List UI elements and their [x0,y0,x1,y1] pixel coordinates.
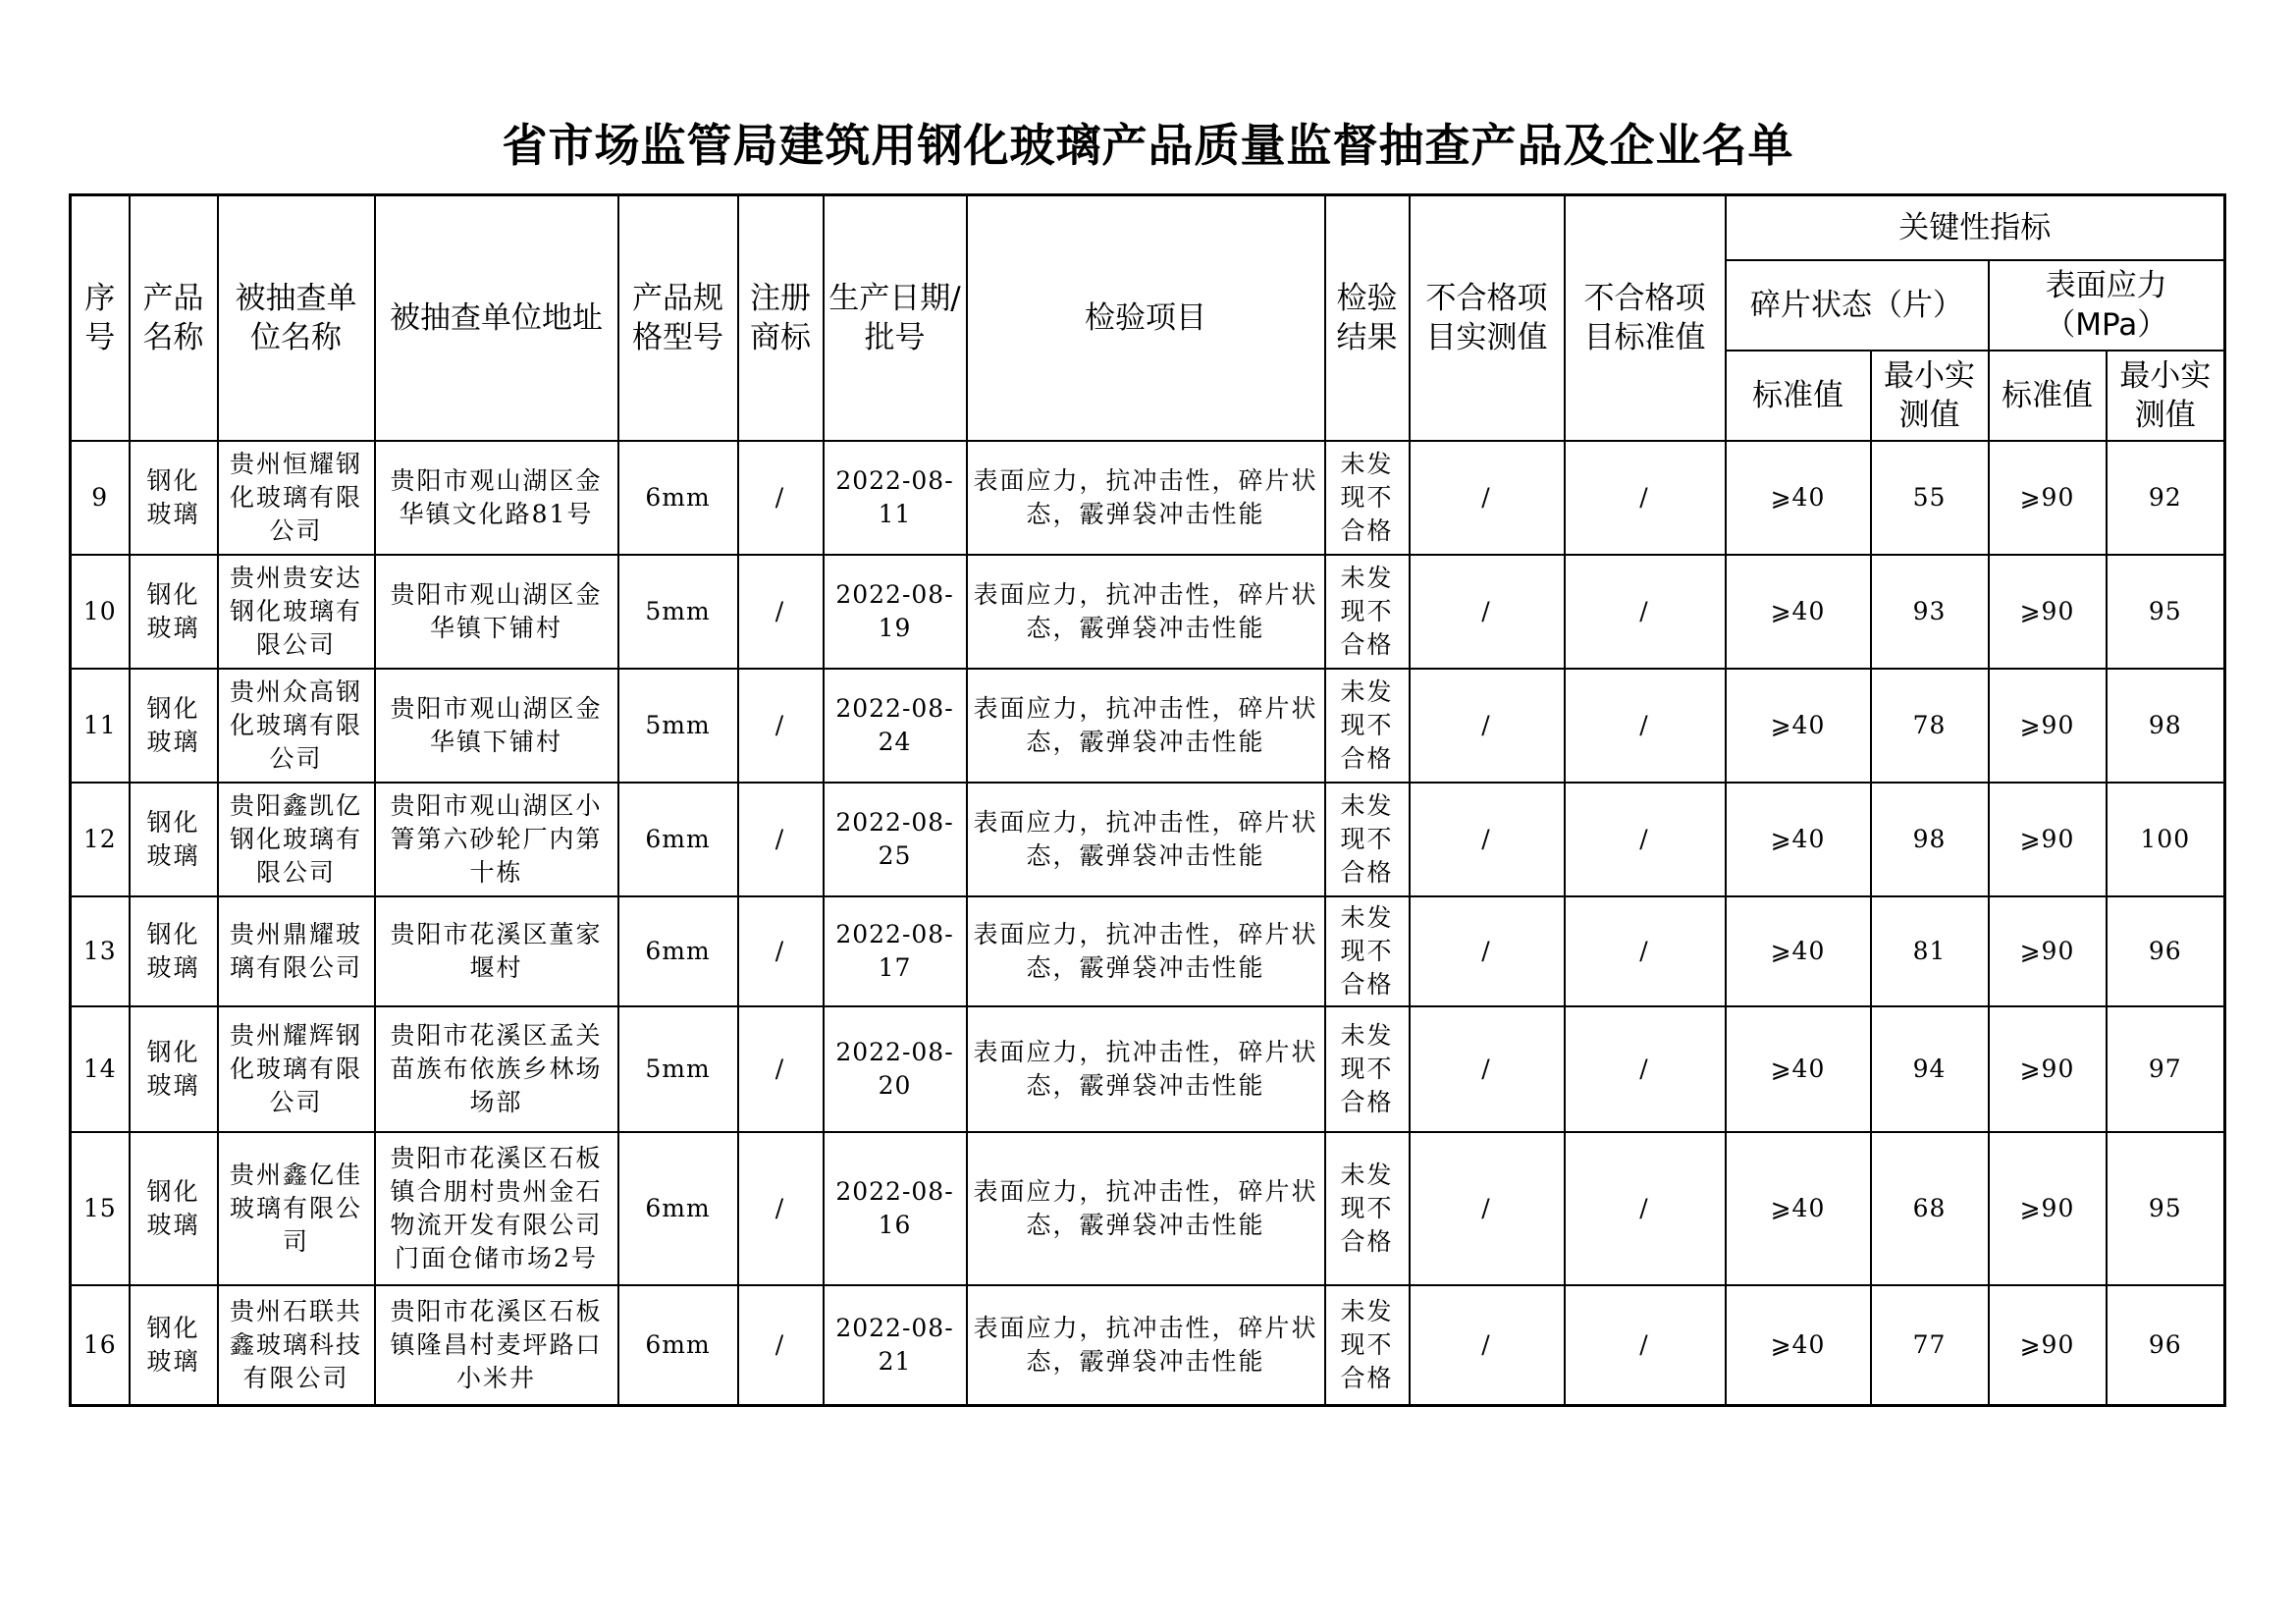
cell-seq: 9 [71,441,130,555]
header-company: 被抽查单位名称 [218,195,375,441]
cell-seq: 13 [71,896,130,1006]
header-stress-std: 标准值 [1989,351,2107,441]
cell-result: 未发现不合格 [1325,441,1410,555]
cell-items: 表面应力，抗冲击性，碎片状态，霰弹袋冲击性能 [967,896,1325,1006]
cell-date: 2022-08-17 [824,896,967,1006]
header-fragment-min: 最小实测值 [1871,351,1989,441]
cell-stress-min: 100 [2107,783,2225,896]
cell-result: 未发现不合格 [1325,1285,1410,1406]
cell-fail-standard: / [1565,783,1726,896]
cell-company: 贵州众高钢化玻璃有限公司 [218,669,375,783]
cell-spec: 6mm [618,783,738,896]
cell-fail-actual: / [1410,1006,1565,1132]
header-fail-actual: 不合格项目实测值 [1410,195,1565,441]
header-product: 产品名称 [130,195,218,441]
cell-spec: 5mm [618,1006,738,1132]
cell-spec: 5mm [618,555,738,669]
cell-fail-actual: / [1410,783,1565,896]
cell-date: 2022-08-25 [824,783,967,896]
cell-fragment-min: 77 [1871,1285,1989,1406]
cell-stress-min: 95 [2107,1132,2225,1285]
cell-fail-standard: / [1565,555,1726,669]
cell-address: 贵阳市观山湖区金华镇下铺村 [375,669,618,783]
cell-address: 贵阳市花溪区董家堰村 [375,896,618,1006]
cell-fail-actual: / [1410,896,1565,1006]
table-row [71,1006,2225,1132]
table-header [71,195,2225,441]
cell-fail-actual: / [1410,555,1565,669]
cell-items: 表面应力，抗冲击性，碎片状态，霰弹袋冲击性能 [967,669,1325,783]
cell-trademark: / [738,783,824,896]
header-fragment-std: 标准值 [1726,351,1871,441]
header-key-indicators: 关键性指标 [1726,195,2225,260]
cell-fail-standard: / [1565,1006,1726,1132]
cell-company: 贵州鑫亿佳玻璃有限公司 [218,1132,375,1285]
cell-result: 未发现不合格 [1325,896,1410,1006]
cell-result: 未发现不合格 [1325,1132,1410,1285]
cell-fragment-std: ⩾40 [1726,896,1871,1006]
cell-fail-actual: / [1410,669,1565,783]
cell-stress-min: 96 [2107,896,2225,1006]
cell-trademark: / [738,1006,824,1132]
cell-date: 2022-08-20 [824,1006,967,1132]
cell-stress-std: ⩾90 [1989,555,2107,669]
cell-trademark: / [738,441,824,555]
cell-product: 钢化玻璃 [130,1132,218,1285]
cell-stress-min: 98 [2107,669,2225,783]
cell-stress-min: 92 [2107,441,2225,555]
cell-spec: 6mm [618,1285,738,1406]
header-fragment: 碎片状态（片） [1726,260,1989,351]
cell-fragment-min: 68 [1871,1132,1989,1285]
cell-seq: 10 [71,555,130,669]
document-title: 省市场监管局建筑用钢化玻璃产品质量监督抽查产品及企业名单 [502,119,1794,172]
cell-fragment-min: 94 [1871,1006,1989,1132]
cell-trademark: / [738,896,824,1006]
cell-product: 钢化玻璃 [130,783,218,896]
cell-company: 贵州鼎耀玻璃有限公司 [218,896,375,1006]
header-date: 生产日期/批号 [824,195,967,441]
cell-company: 贵州耀辉钢化玻璃有限公司 [218,1006,375,1132]
cell-address: 贵阳市观山湖区金华镇下铺村 [375,555,618,669]
cell-stress-std: ⩾90 [1989,1132,2107,1285]
cell-fragment-std: ⩾40 [1726,783,1871,896]
table-row [71,555,2225,669]
cell-spec: 6mm [618,1132,738,1285]
cell-spec: 6mm [618,896,738,1006]
cell-stress-min: 97 [2107,1006,2225,1132]
cell-company: 贵州石联共鑫玻璃科技有限公司 [218,1285,375,1406]
cell-date: 2022-08-19 [824,555,967,669]
cell-fail-standard: / [1565,1285,1726,1406]
cell-fragment-min: 98 [1871,783,1989,896]
cell-product: 钢化玻璃 [130,441,218,555]
cell-fragment-std: ⩾40 [1726,441,1871,555]
cell-fragment-std: ⩾40 [1726,1006,1871,1132]
cell-fail-actual: / [1410,1285,1565,1406]
header-seq: 序号 [71,195,130,441]
cell-date: 2022-08-16 [824,1132,967,1285]
cell-fail-standard: / [1565,441,1726,555]
cell-trademark: / [738,669,824,783]
cell-fragment-std: ⩾40 [1726,1132,1871,1285]
cell-fail-standard: / [1565,1132,1726,1285]
cell-product: 钢化玻璃 [130,1006,218,1132]
table-row [71,896,2225,1006]
cell-items: 表面应力，抗冲击性，碎片状态，霰弹袋冲击性能 [967,1006,1325,1132]
cell-address: 贵阳市花溪区石板镇合朋村贵州金石物流开发有限公司门面仓储市场2号 [375,1132,618,1285]
header-result: 检验结果 [1325,195,1410,441]
cell-address: 贵阳市观山湖区金华镇文化路81号 [375,441,618,555]
cell-items: 表面应力，抗冲击性，碎片状态，霰弹袋冲击性能 [967,555,1325,669]
table-row [71,1132,2225,1285]
cell-date: 2022-08-24 [824,669,967,783]
cell-product: 钢化玻璃 [130,1285,218,1406]
cell-address: 贵阳市花溪区石板镇隆昌村麦坪路口小米井 [375,1285,618,1406]
cell-fail-standard: / [1565,669,1726,783]
inspection-table [69,193,2226,1407]
cell-fragment-min: 78 [1871,669,1989,783]
table-row [71,441,2225,555]
header-stress-min: 最小实测值 [2107,351,2225,441]
header-address: 被抽查单位地址 [375,195,618,441]
cell-stress-std: ⩾90 [1989,896,2107,1006]
cell-stress-std: ⩾90 [1989,783,2107,896]
cell-result: 未发现不合格 [1325,555,1410,669]
cell-trademark: / [738,1285,824,1406]
cell-stress-std: ⩾90 [1989,1285,2107,1406]
cell-fail-actual: / [1410,441,1565,555]
cell-fragment-min: 93 [1871,555,1989,669]
cell-result: 未发现不合格 [1325,669,1410,783]
cell-fragment-std: ⩾40 [1726,669,1871,783]
cell-address: 贵阳市花溪区孟关苗族布依族乡林场场部 [375,1006,618,1132]
cell-stress-std: ⩾90 [1989,1006,2107,1132]
table-row [71,669,2225,783]
cell-seq: 15 [71,1132,130,1285]
cell-address: 贵阳市观山湖区小箐第六砂轮厂内第十栋 [375,783,618,896]
header-trademark: 注册商标 [738,195,824,441]
cell-spec: 5mm [618,669,738,783]
table-body [71,441,2225,1406]
cell-date: 2022-08-11 [824,441,967,555]
cell-fragment-std: ⩾40 [1726,1285,1871,1406]
cell-company: 贵州恒耀钢化玻璃有限公司 [218,441,375,555]
cell-stress-std: ⩾90 [1989,441,2107,555]
cell-fragment-min: 81 [1871,896,1989,1006]
cell-fail-standard: / [1565,896,1726,1006]
cell-spec: 6mm [618,441,738,555]
cell-fail-actual: / [1410,1132,1565,1285]
cell-company: 贵州贵安达钢化玻璃有限公司 [218,555,375,669]
cell-stress-min: 96 [2107,1285,2225,1406]
cell-items: 表面应力，抗冲击性，碎片状态，霰弹袋冲击性能 [967,1285,1325,1406]
cell-stress-min: 95 [2107,555,2225,669]
cell-seq: 16 [71,1285,130,1406]
table-row [71,783,2225,896]
cell-stress-std: ⩾90 [1989,669,2107,783]
header-spec: 产品规格型号 [618,195,738,441]
header-fail-standard: 不合格项目标准值 [1565,195,1726,441]
cell-trademark: / [738,555,824,669]
header-stress: 表面应力（MPa） [1989,260,2225,351]
cell-fragment-std: ⩾40 [1726,555,1871,669]
cell-fragment-min: 55 [1871,441,1989,555]
cell-date: 2022-08-21 [824,1285,967,1406]
cell-product: 钢化玻璃 [130,555,218,669]
cell-trademark: / [738,1132,824,1285]
cell-product: 钢化玻璃 [130,669,218,783]
cell-product: 钢化玻璃 [130,896,218,1006]
cell-seq: 14 [71,1006,130,1132]
cell-seq: 12 [71,783,130,896]
header-items: 检验项目 [967,195,1325,441]
cell-company: 贵阳鑫凯亿钢化玻璃有限公司 [218,783,375,896]
cell-items: 表面应力，抗冲击性，碎片状态，霰弹袋冲击性能 [967,441,1325,555]
cell-items: 表面应力，抗冲击性，碎片状态，霰弹袋冲击性能 [967,1132,1325,1285]
cell-seq: 11 [71,669,130,783]
cell-items: 表面应力，抗冲击性，碎片状态，霰弹袋冲击性能 [967,783,1325,896]
cell-result: 未发现不合格 [1325,783,1410,896]
cell-result: 未发现不合格 [1325,1006,1410,1132]
table-row [71,1285,2225,1406]
